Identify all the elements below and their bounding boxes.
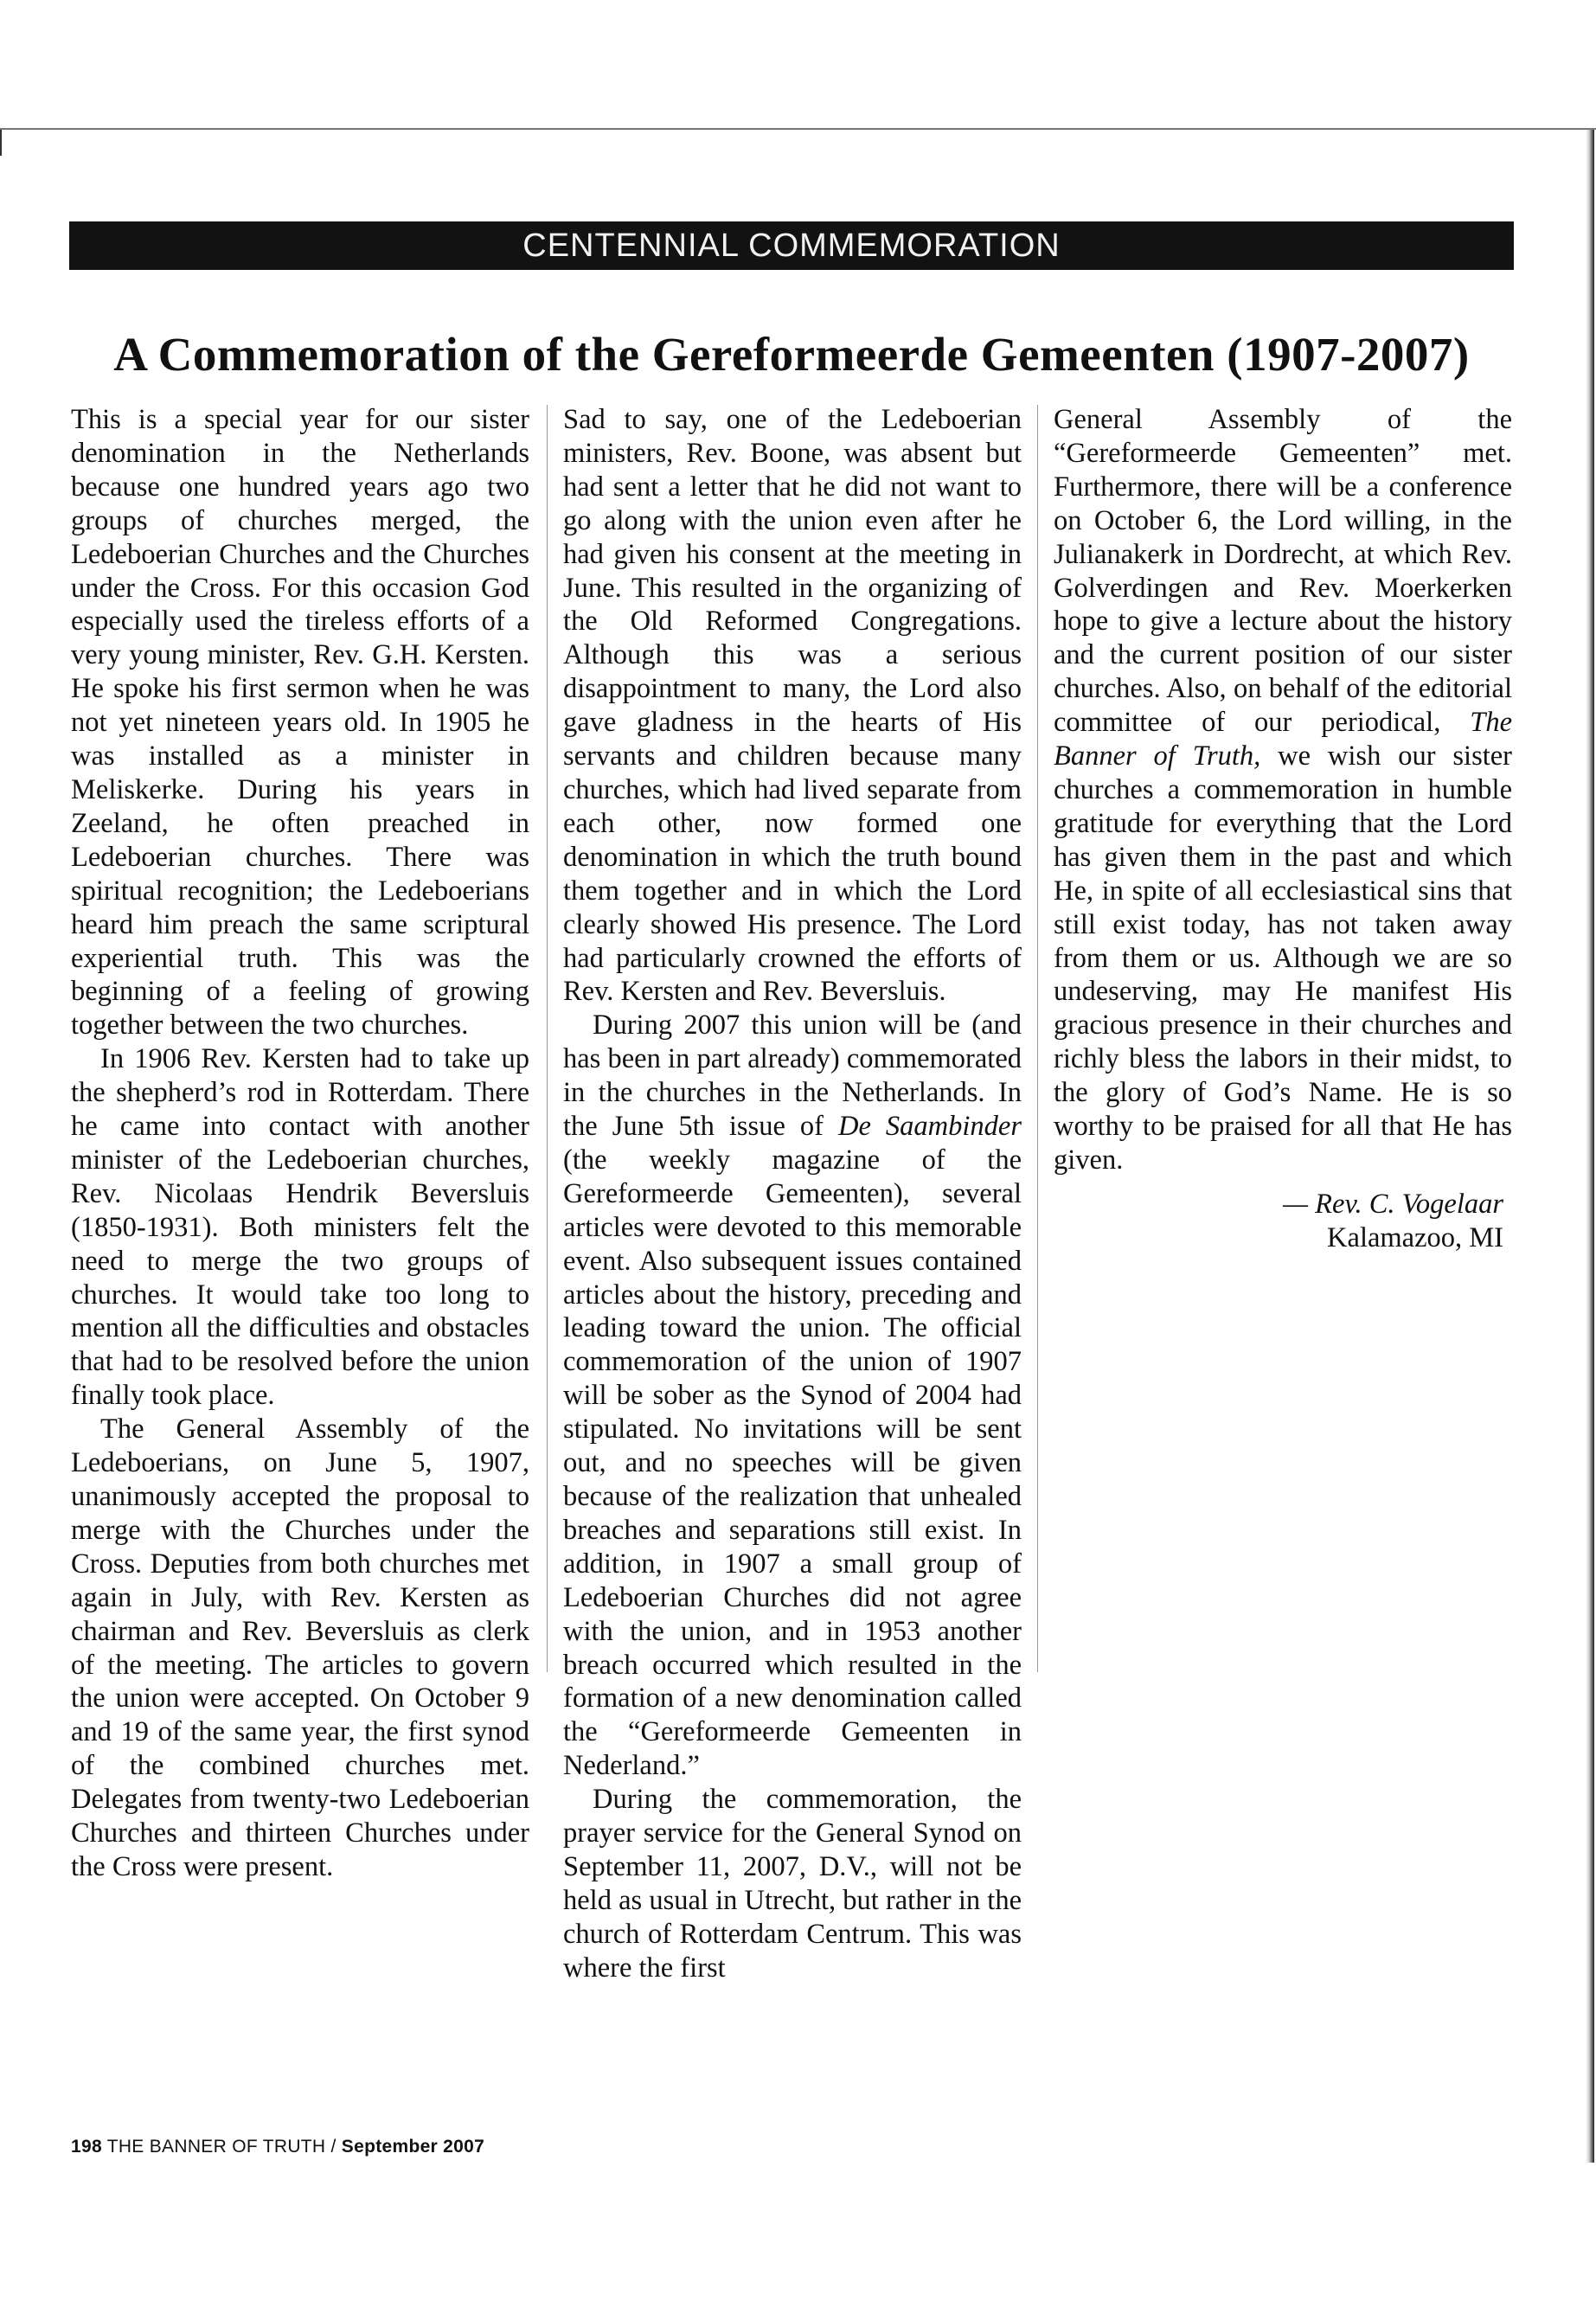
page-number: 198 [71, 2137, 102, 2157]
paragraph: Sad to say, one of the Ledeboerian ministers, Rev. Boone, was absent but had sent a letter that he did not want to go along with the union even after he had given his consent at the meeting in June. This resulted in the organizing of the Old Reformed Congregations. Although this was a serious disappointment to many, the Lord also gave gladness in the hearts of His servants and children because many churches, which had lived separate from each other, now formed one denomination in which the truth bound them together and in which the Lord clearly showed His presence. The Lord had particularly crowned the efforts of Rev. Kersten and Rev. Beversluis. [563, 404, 1022, 1008]
paragraph [1054, 403, 1512, 1177]
column-1 [71, 403, 529, 1884]
text-run: (the weekly magazine of the Gereformeerde Gemeenten), several articles were devoted to this memorable event. Also subsequent issues contained articles about the history, preceding and leading toward the union. The official commemoration of the union of 1907 will be sober as the Synod of 2004 had stipulated. No invitations will be sent out, and no speeches will be given because of the realization that unhealed breaches and separations still exist. In addition, in 1907 a small group of Ledeboerian Churches did not agree with the union, and in 1953 another breach occurred which resulted in the formation of a new denomination called the “Gereformeerde Gemeenten in Nederland.” [563, 1144, 1022, 1782]
scan-edge-right [1586, 130, 1594, 2163]
paragraph: In 1906 Rev. Kersten had to take up the shepherd’s rod in Rotterdam. There he came into contact with another minister of the Ledeboerian churches, Rev. Nicolaas Hendrik Beversluis (1850-1931). Both ministers felt the need to merge the two groups of churches. It would take too long to mention all the difficulties and obstacles that had to be resolved before the union finally took place. [71, 1043, 529, 1412]
column-2 [563, 403, 1022, 1985]
scan-border-top [0, 128, 1596, 130]
paragraph: The General Assembly of the Ledeboerians, on June 5, 1907, unanimously accepted the proposal to merge with the Churches under the Cross. Deputies from both churches met again in July, with Rev. Kersten as chairman and Rev. Beversluis as clerk of the meeting. The articles to govern the union were accepted. On October 9 and 19 of the same year, the first synod of the combined churches met. Delegates from twenty-two Ledeboerian Churches and thirteen Churches under the Cross were present. [71, 1413, 529, 1882]
column-3 [1054, 403, 1512, 1255]
text-run: we wish our sister churches a commemoration in humble gratitude for everything that the Lord has given them in the past and which He, in spite of all ecclesiastical sins that still exist today, has not taken away from them or us. Although we are so undeserving, may He manifest His gracious presence in their churches and richly bless the labors in their midst, to the glory of God’s Name. He is so worthy to be praised for all that He has given. [1054, 740, 1513, 1176]
publication-name: THE BANNER OF TRUTH [106, 2137, 326, 2157]
column-divider [547, 405, 548, 1672]
issue-date: September 2007 [341, 2137, 485, 2157]
article-title: A Commemoration of the Gereformeerde Gemeenten (1907-2007) [113, 327, 1470, 381]
paragraph: This is a special year for our sister denomination in the Netherlands because one hundred years ago two groups of churches merged, the Ledeboerian Churches and the Churches under the Cross. For this occasion God especially used the tireless efforts of a very young minister, Rev. G.H. Kersten. He spoke his first sermon when he was not yet nineteen years old. In 1905 he was installed as a minister in Meliskerke. During his years in Zeeland, he often preached in Ledeboerian churches. There was spiritual recognition; the Ledeboerians heard him preach the same scriptural experiential truth. This was the beginning of a feeling of growing together between the two churches. [71, 404, 529, 1042]
footer-separator: / [330, 2137, 337, 2157]
section-banner: CENTENNIAL COMMEMORATION [69, 221, 1514, 270]
text-run: General Assembly of the “Gereformeerde Gemeenten” met. Furthermore, there will be a conference on October 6, the Lord willing, in the Julianakerk in Dordrecht, at which Rev. Golverdingen and Rev. Moerkerken hope to give a lecture about the history and the current position of our sister churches. Also, on behalf of the editorial committee of our periodical, [1054, 404, 1512, 739]
page-footer [71, 2137, 484, 2157]
signature-name: — Rev. C. Vogelaar [1283, 1188, 1503, 1220]
signature [1054, 1188, 1512, 1255]
paragraph [563, 1009, 1022, 1783]
periodical-title: The Banner of Truth, [1054, 707, 1512, 772]
magazine-title: De Saambinder [838, 1111, 1022, 1143]
paragraph: During the commemoration, the prayer service for the General Synod on September 11, 2007, D.V., will not be held as usual in Utrecht, but rather in the church of Rotterdam Centrum. This was where the first [563, 1784, 1022, 1984]
signature-place: Kalamazoo, MI [1327, 1221, 1503, 1253]
scan-mark-left [0, 130, 2, 156]
column-divider [1037, 405, 1038, 1672]
text-run: During 2007 this union will be (and has been in part already) commemorated in the churches in the Netherlands. In the June 5th issue of [563, 1009, 1022, 1143]
